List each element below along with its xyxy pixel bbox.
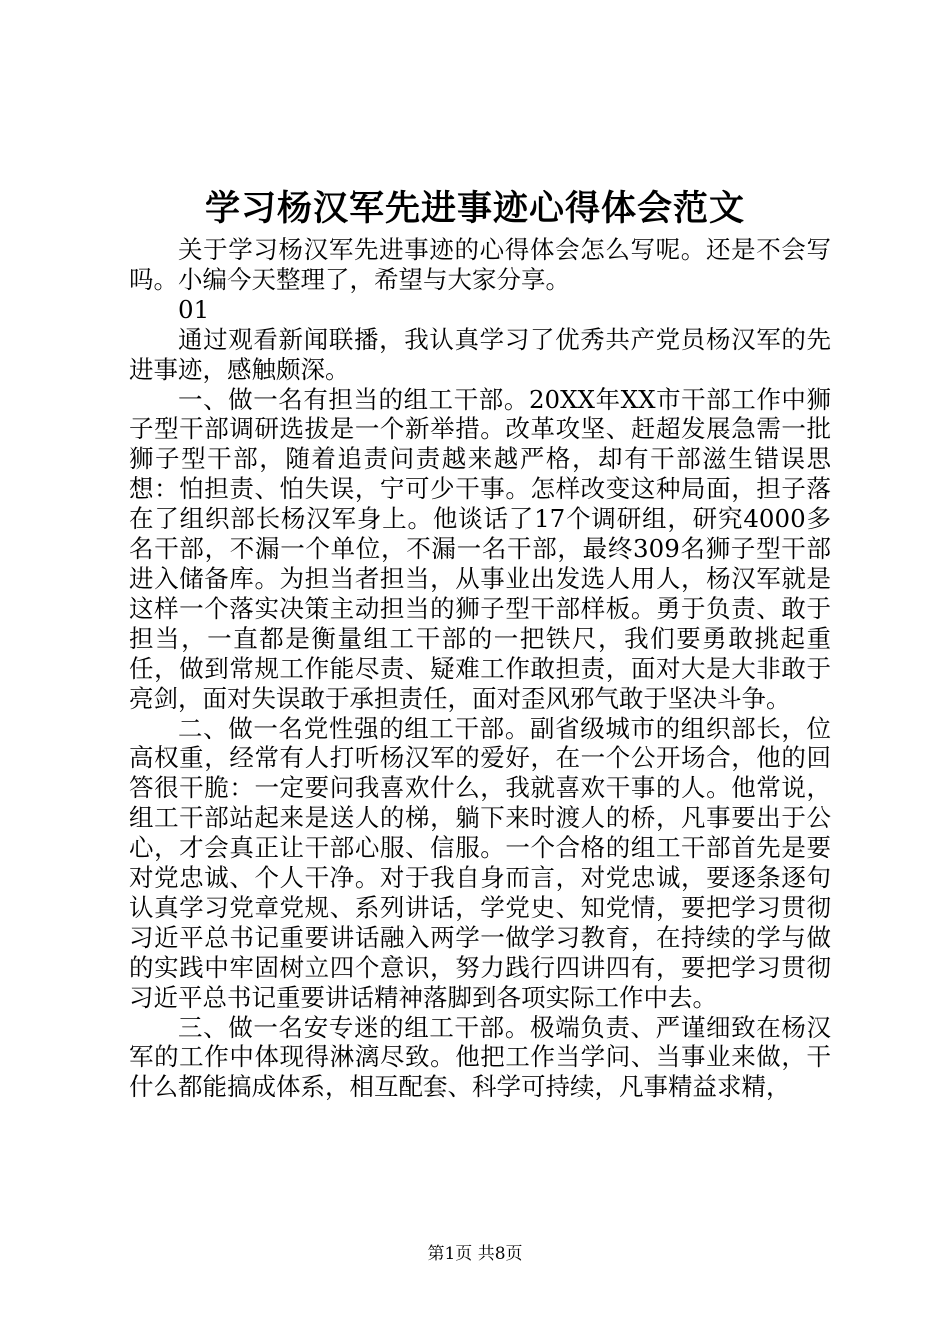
document-body: [129, 235, 831, 1102]
paragraph-section-number: 01: [178, 294, 210, 324]
paragraph-point-three: 三、做一名安专迷的组工干部。极端负责、严谨细致在杨汉军的工作中体现得淋漓尽致。他把工作当学问、当事业来做，干什么都能搞成体系，相互配套、科学可持续，凡事精益求精，: [129, 1012, 831, 1102]
paragraph-opening: 通过观看新闻联播，我认真学习了优秀共产党员杨汉军的先进事迹，感触颇深。: [129, 324, 831, 384]
paragraph-point-two: 二、做一名党性强的组工干部。副省级城市的组织部长，位高权重，经常有人打听杨汉军的爱好，在一个公开场合，他的回答很干脆：一定要问我喜欢什么，我就喜欢干事的人。他常说，组工干部站起来是送人的梯，躺下来时渡人的桥，凡事要出于公心，才会真正让干部心服、信服。一个合格的组工干部首先是要对党忠诚、个人干净。对于我自身而言，对党忠诚，要逐条逐句认真学习党章党规、系列讲话，学党史、知党情，要把学习贯彻习近平总书记重要讲话融入两学一做学习教育，在持续的学与做的实践中牢固树立四个意识，努力践行四讲四有，要把学习贯彻习近平总书记重要讲话精神落脚到各项实际工作中去。: [129, 713, 831, 1012]
paragraph-point-one: 一、做一名有担当的组工干部。20XX年XX市干部工作中狮子型干部调研选拔是一个新举措。改革攻坚、赶超发展急需一批狮子型干部，随着追责问责越来越严格，却有干部滋生错误思想：怕担责、怕失误，宁可少干事。怎样改变这种局面，担子落在了组织部长杨汉军身上。他谈话了17个调研组，研究4000多名干部，不漏一个单位，不漏一名干部，最终309名狮子型干部进入储备库。为担当者担当，从事业出发选人用人，杨汉军就是这样一个落实决策主动担当的狮子型干部样板。勇于负责、敢于担当，一直都是衡量组工干部的一把铁尺，我们要勇敢挑起重任，做到常规工作能尽责、疑难工作敢担责，面对大是大非敢于亮剑，面对失误敢于承担责任，面对歪风邪气敢于坚决斗争。: [129, 384, 831, 713]
document-title: 学习杨汉军先进事迹心得体会范文: [204, 188, 745, 229]
page-footer: 第1页 共8页: [427, 1244, 523, 1264]
paragraph-intro: 关于学习杨汉军先进事迹的心得体会怎么写呢。还是不会写吗。小编今天整理了，希望与大家分享。: [129, 235, 831, 294]
